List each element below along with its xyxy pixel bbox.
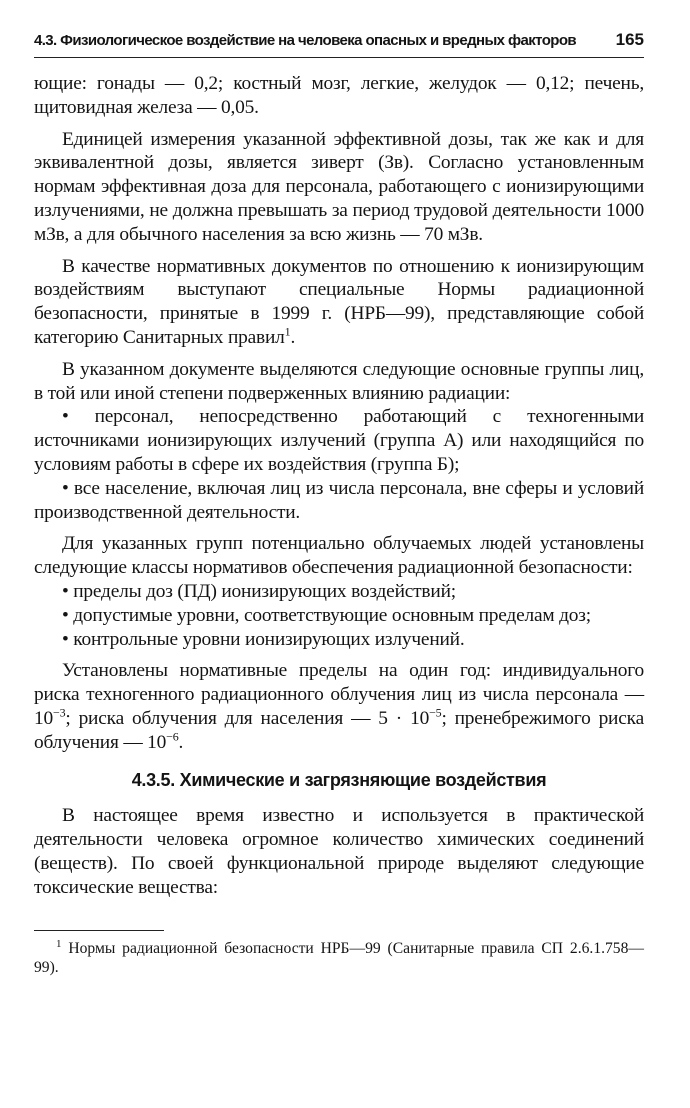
body-text: [34, 72, 644, 900]
paragraph-groups: В указанном документе выделяются следующие основные группы лиц, в той или иной степени подверженных влиянию радиации:: [34, 358, 644, 404]
paragraph-norms-end: .: [290, 326, 296, 348]
paragraph-norms: [34, 255, 644, 350]
paragraph-risk-limits: [34, 659, 644, 754]
paragraph-chemicals: В настоящее время известно и используется в практической деятельности человека огромное количество химических соединений (веществ). По своей функциональной природе выделяют следующие токсические вещества:: [34, 805, 644, 898]
list-item-control-levels: • контрольные уровни ионизирующих излучений.: [62, 628, 465, 650]
list-item-permissible-levels: • допустимые уровни, соответствующие основным пределам доз;: [62, 604, 591, 626]
paragraph-norms-text: В качестве нормативных документов по отношению к ионизирующим воздействиям выступают специальные Нормы радиационной безопасности, принятые в 1999 г. (НРБ—99), представляющие собой категорию Санитарных правил: [34, 255, 644, 348]
risk-text-b: ; риска облучения для населения — 5 · 10: [65, 707, 430, 729]
risk-exponent-2: −5: [429, 705, 442, 720]
running-head: [34, 30, 644, 58]
risk-text-a: Установлены нормативные пределы на один год: индивидуального риска техногенного радиационного облучения лиц из числа персонала — 10: [34, 660, 644, 729]
risk-text-c: ; пренебрежимого риска облучения — 10: [34, 707, 644, 753]
list-item-personnel: • персонал, непосредственно работающий с техногенными источниками ионизирующих излучений (группа А) или находящийся по условиям работы в сфере их воздействия (группа Б);: [34, 406, 644, 475]
risk-exponent-3: −6: [166, 729, 179, 744]
section-heading: 4.3.5. Химические и загрязняющие воздействия: [131, 769, 547, 790]
risk-text-d: .: [178, 731, 184, 753]
paragraph-dose-unit: Единицей измерения указанной эффективной дозы, так же как и для эквивалентной дозы, является зиверт (Зв). Согласно установленным нормам эффективная доза для персонала, работающего с ионизирующими излучениями, не должна превышать за период трудовой деятельности 1000 мЗв, а для обычного населения за всю жизнь — 70 мЗв.: [34, 128, 644, 245]
footnote-marker: 1: [56, 937, 62, 950]
list-item-population: • все население, включая лиц из числа персонала, вне сферы и условий производственной деятельности.: [34, 477, 644, 523]
footnote-text: Нормы радиационной безопасности НРБ—99 (Санитарные правила СП 2.6.1.758—99).: [34, 939, 644, 976]
footnote-reference: 1: [284, 324, 291, 339]
list-item-dose-limits: • пределы доз (ПД) ионизирующих воздействий;: [62, 580, 456, 602]
page-number: 165: [615, 30, 644, 49]
risk-exponent-1: −3: [53, 705, 66, 720]
paragraph-classes: Для указанных групп потенциально облучаемых людей установлены следующие классы нормативов обеспечения радиационной безопасности:: [34, 533, 644, 579]
running-title: 4.3. Физиологическое воздействие на человека опасных и вредных факторов: [34, 32, 577, 49]
footnote-divider: [34, 930, 164, 931]
footnote: [34, 939, 644, 977]
book-page: [34, 30, 644, 977]
paragraph-continuation: ющие: гонады — 0,2; костный мозг, легкие, желудок — 0,12; печень, щитовидная железа — 0,05.: [34, 73, 644, 118]
